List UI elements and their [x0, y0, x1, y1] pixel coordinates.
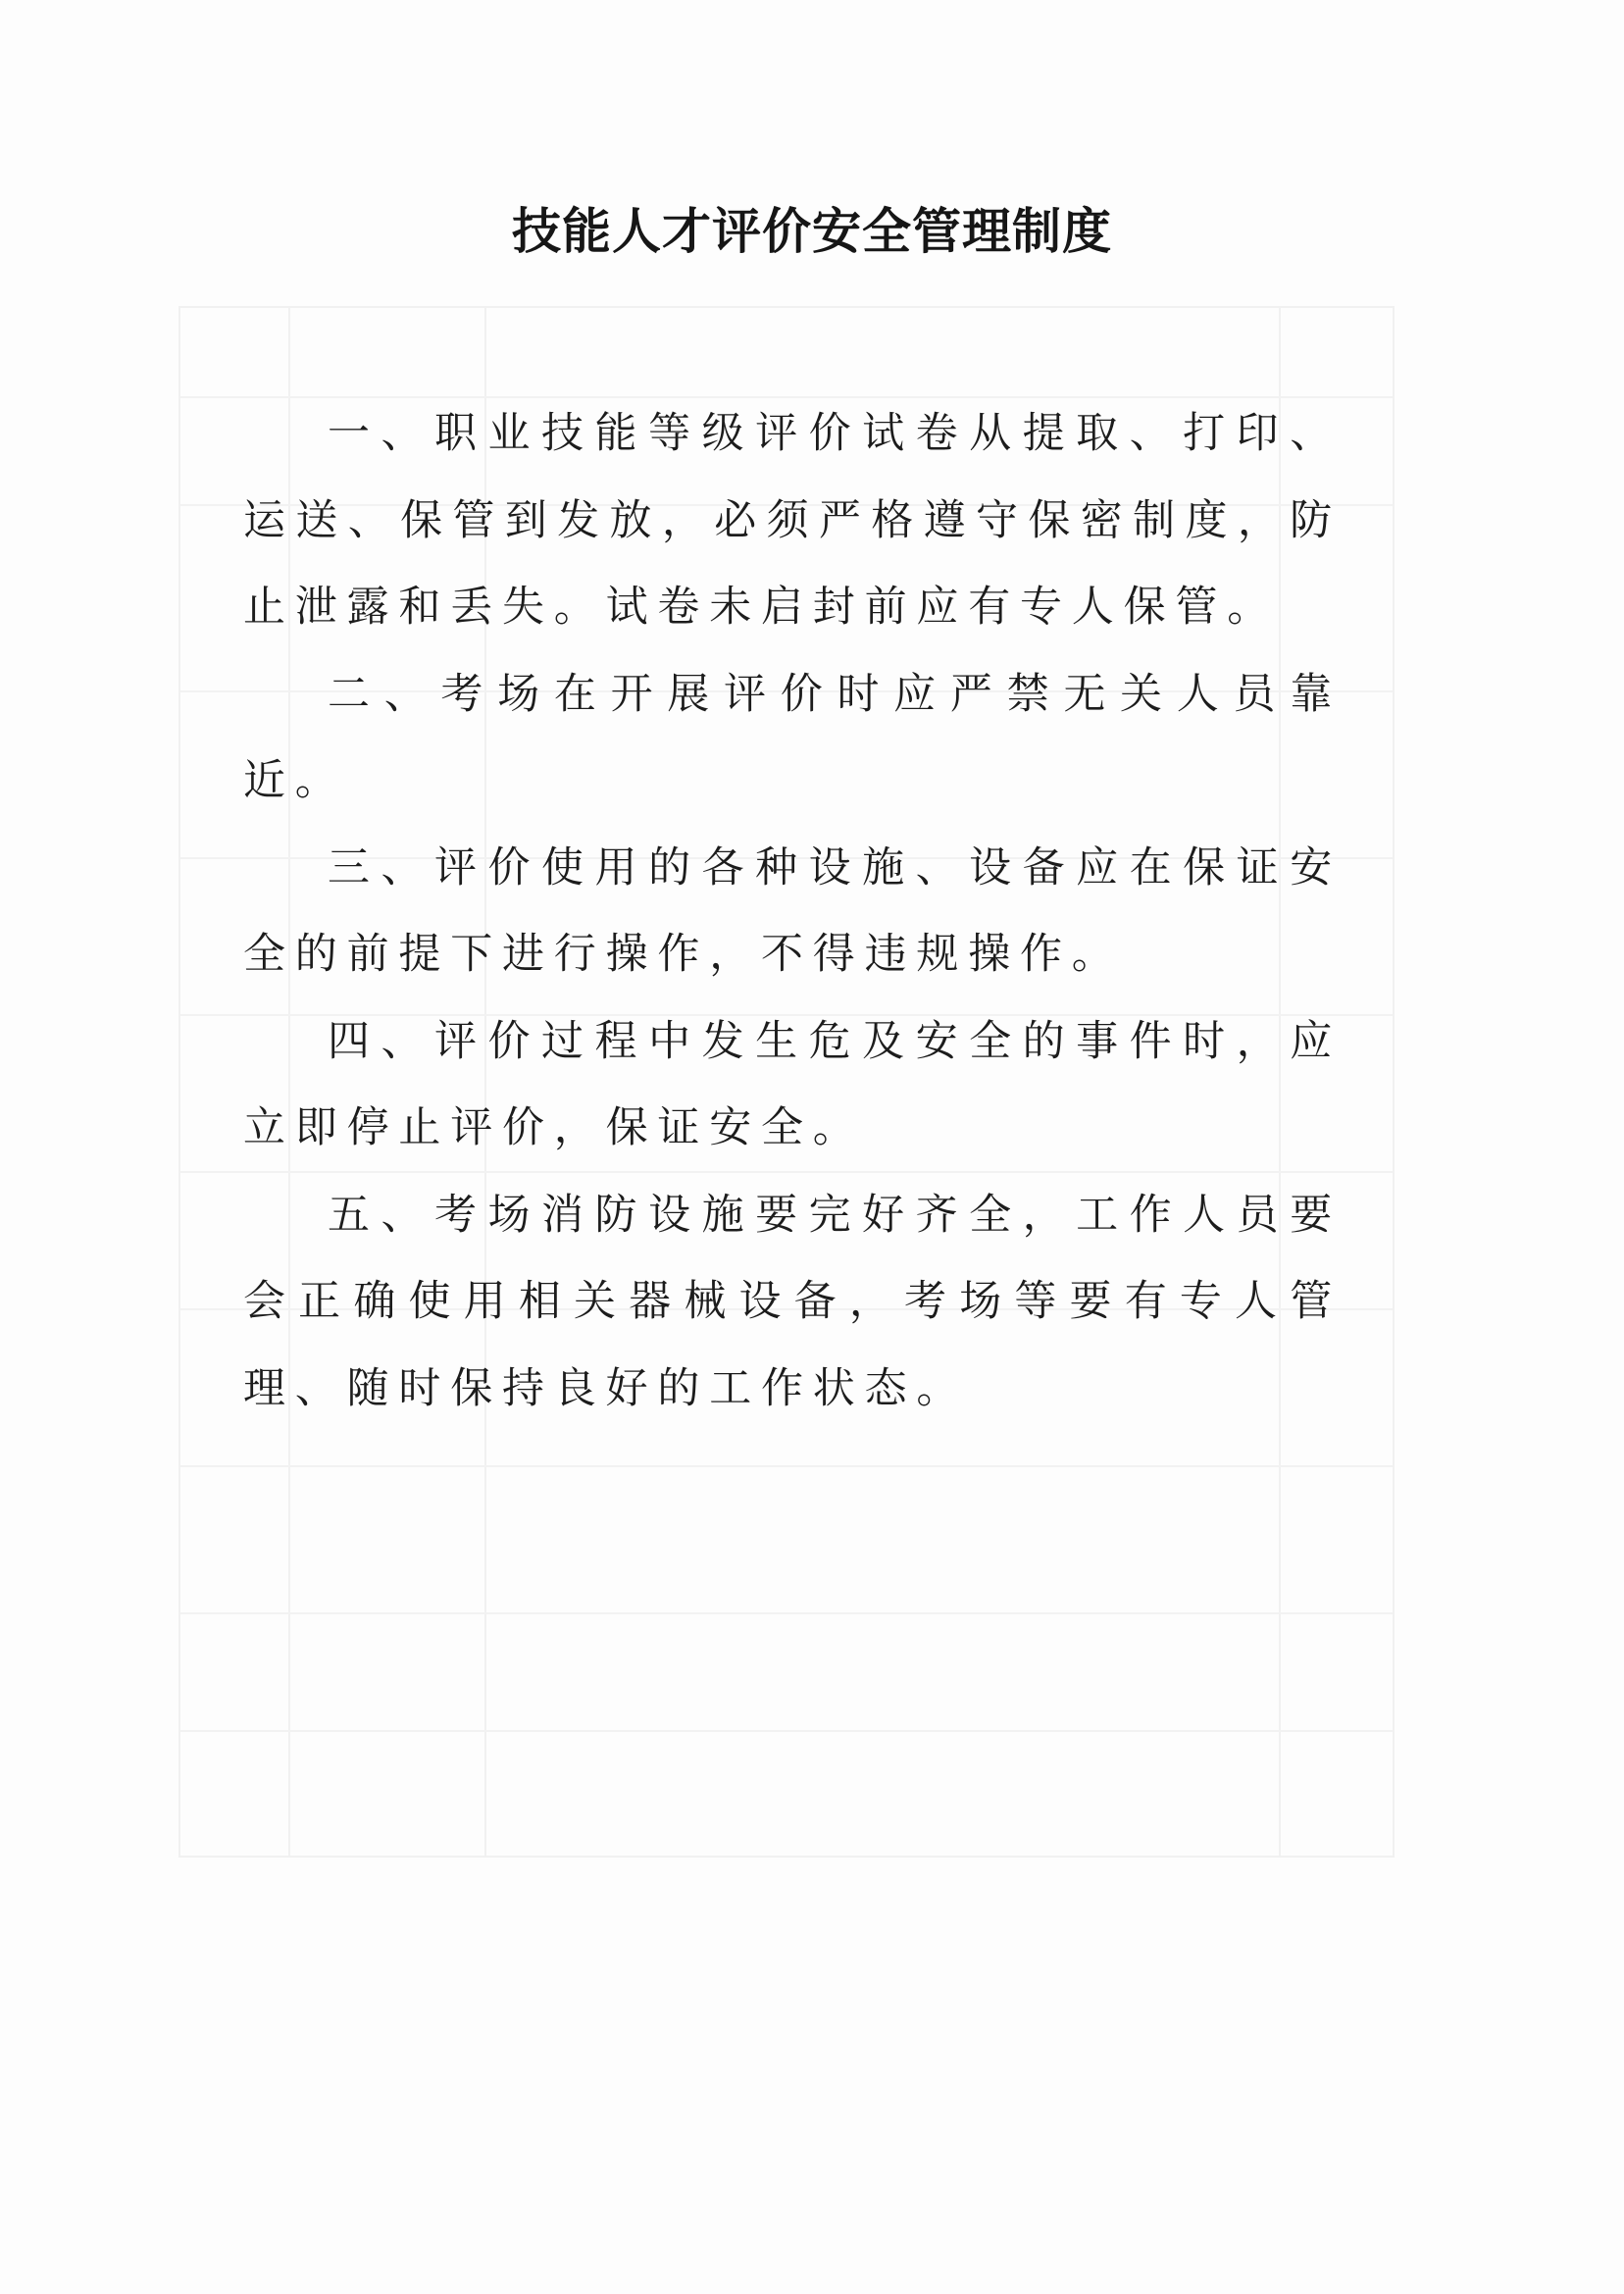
paragraph-2: 二、考场在开展评价时应严禁无关人员靠近。	[243, 669, 1342, 805]
paragraph-3: 三、评价使用的各种设施、设备应在保证安全的前提下进行操作，不得违规操作。	[243, 842, 1342, 979]
document-title: 技能人才评价安全管理制度	[512, 203, 1112, 260]
document-body	[243, 390, 1342, 1432]
paragraph-1: 一、职业技能等级评价试卷从提取、打印、运送、保管到发放，必须严格遵守保密制度，防止泄露和丢失。试卷未启封前应有专人保管。	[243, 409, 1342, 632]
paragraph-5: 五、考场消防设施要完好齐全，工作人员要会正确使用相关器械设备，考场等要有专人管理、随时保持良好的工作状态。	[243, 1190, 1342, 1413]
paragraph-4: 四、评价过程中发生危及安全的事件时，应立即停止评价，保证安全。	[243, 1016, 1342, 1152]
